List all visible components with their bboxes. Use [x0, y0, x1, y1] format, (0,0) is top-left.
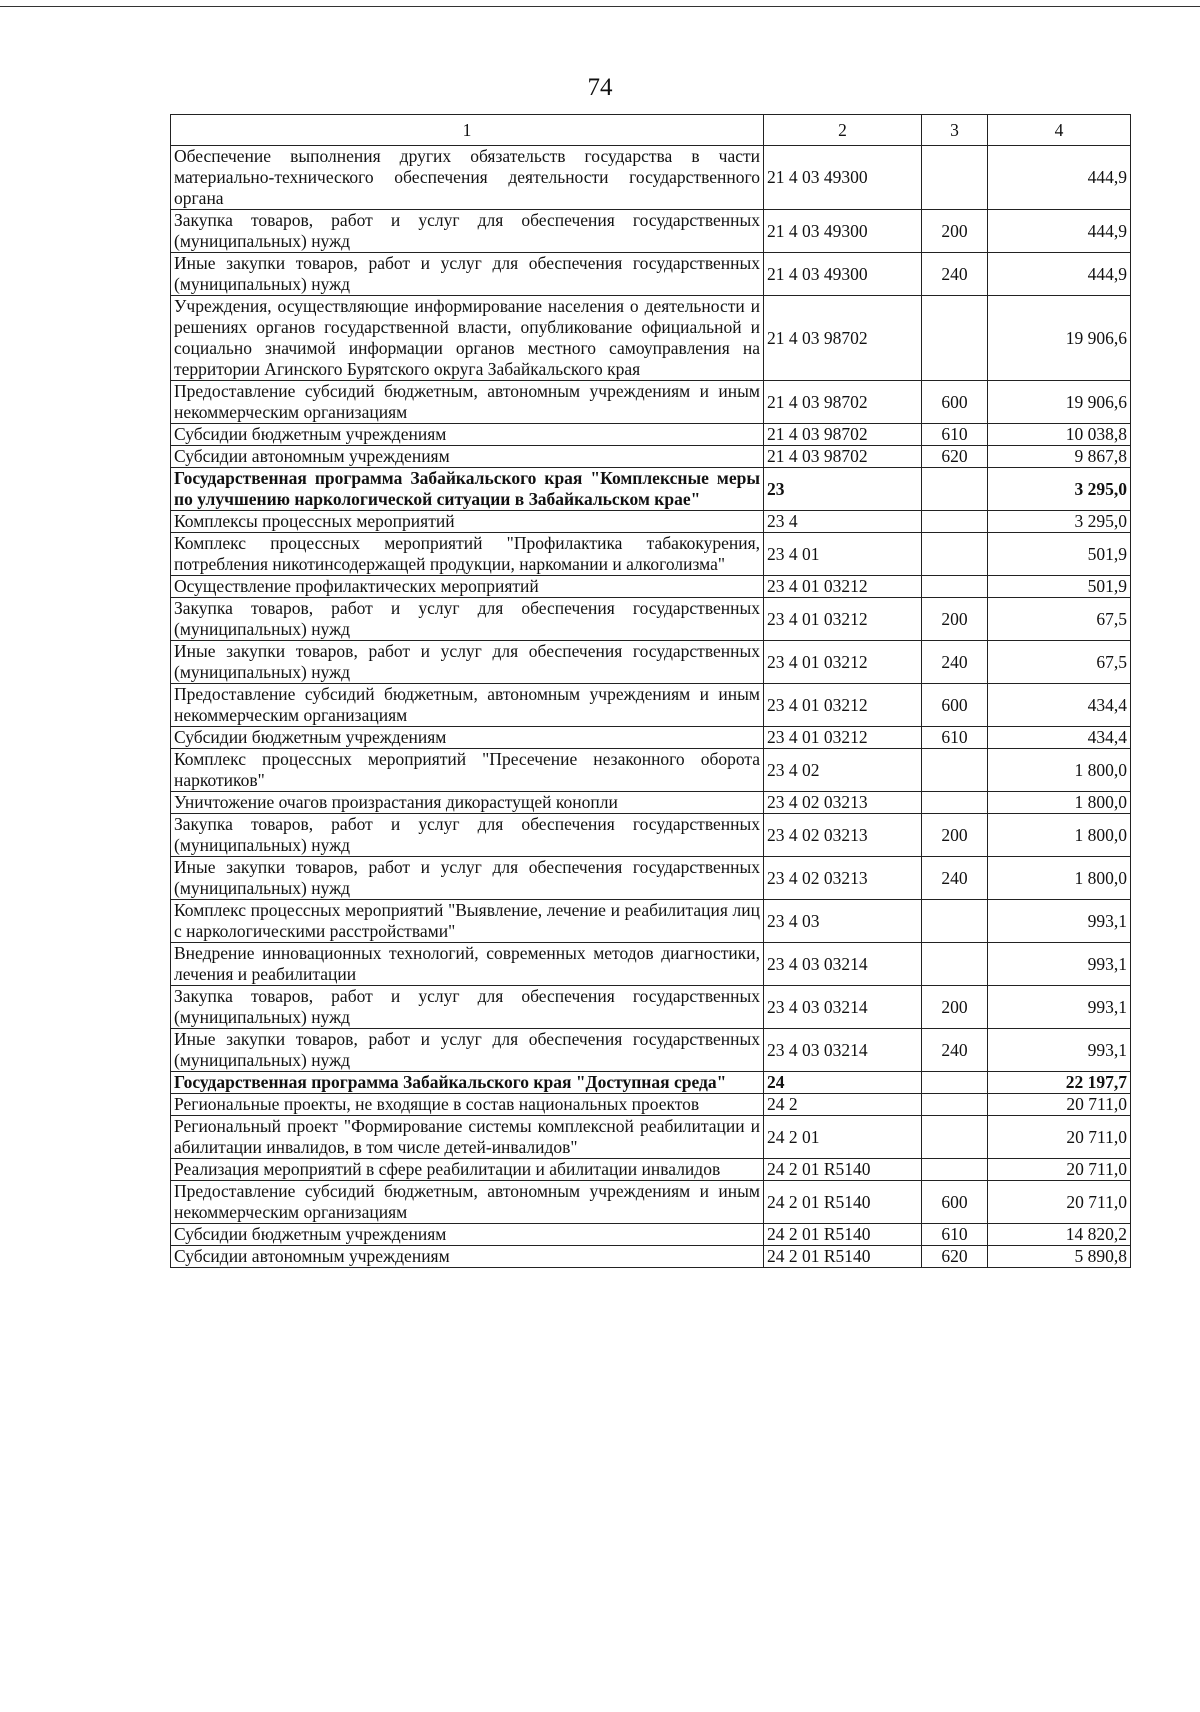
table-row: [171, 1094, 1131, 1116]
row-name-cell: Закупка товаров, работ и услуг для обеспечения государственных (муниципальных) нужд: [171, 814, 764, 857]
row-amount-cell: 444,9: [988, 253, 1131, 296]
row-name-cell: Предоставление субсидий бюджетным, автономным учреждениям и иным некоммерческим организациям: [171, 381, 764, 424]
row-name-cell: Внедрение инновационных технологий, современных методов диагностики, лечения и реабилитации: [171, 943, 764, 986]
row-name-cell: Иные закупки товаров, работ и услуг для обеспечения государственных (муниципальных) нужд: [171, 857, 764, 900]
table-row: [171, 1029, 1131, 1072]
row-name-cell: Реализация мероприятий в сфере реабилитации и абилитации инвалидов: [171, 1159, 764, 1181]
row-amount-cell: 993,1: [988, 986, 1131, 1029]
row-code-cell: 24 2 01 R5140: [764, 1181, 922, 1224]
top-border-line: [0, 6, 1200, 7]
row-expense-type-cell: [922, 900, 988, 943]
table-row: [171, 210, 1131, 253]
row-expense-type-cell: [922, 468, 988, 511]
row-name-cell: Учреждения, осуществляющие информирование населения о деятельности и решениях органов государственной власти, опубликование официальной и социально значимой информации органов местного самоуправления на территории Агинского Бурятского округа Забайкальского края: [171, 296, 764, 381]
row-name-cell: Субсидии автономным учреждениям: [171, 1246, 764, 1268]
row-expense-type-cell: [922, 1159, 988, 1181]
row-amount-cell: 20 711,0: [988, 1094, 1131, 1116]
table-row: [171, 598, 1131, 641]
row-name-cell: Комплекс процессных мероприятий "Пресечение незаконного оборота наркотиков": [171, 749, 764, 792]
row-name-cell: Субсидии бюджетным учреждениям: [171, 424, 764, 446]
table-row: [171, 1246, 1131, 1268]
row-expense-type-cell: 200: [922, 210, 988, 253]
table-row: [171, 1181, 1131, 1224]
row-code-cell: 21 4 03 49300: [764, 253, 922, 296]
row-expense-type-cell: 610: [922, 424, 988, 446]
row-code-cell: 24 2 01 R5140: [764, 1224, 922, 1246]
row-expense-type-cell: 610: [922, 727, 988, 749]
row-amount-cell: 5 890,8: [988, 1246, 1131, 1268]
row-amount-cell: 19 906,6: [988, 296, 1131, 381]
row-code-cell: 23 4 02 03213: [764, 814, 922, 857]
row-code-cell: 23 4 01 03212: [764, 684, 922, 727]
row-code-cell: 24 2 01: [764, 1116, 922, 1159]
row-expense-type-cell: 600: [922, 1181, 988, 1224]
row-code-cell: 23 4 03 03214: [764, 1029, 922, 1072]
row-expense-type-cell: [922, 1094, 988, 1116]
row-amount-cell: 20 711,0: [988, 1181, 1131, 1224]
column-header-expense-type: 3: [922, 115, 988, 146]
row-code-cell: 23 4 03 03214: [764, 943, 922, 986]
row-expense-type-cell: [922, 749, 988, 792]
row-expense-type-cell: [922, 576, 988, 598]
row-name-cell: Обеспечение выполнения других обязательств государства в части материально-технического обеспечения деятельности государственного органа: [171, 146, 764, 210]
table-row: [171, 727, 1131, 749]
row-amount-cell: 67,5: [988, 598, 1131, 641]
row-expense-type-cell: 240: [922, 253, 988, 296]
column-header-code: 2: [764, 115, 922, 146]
row-code-cell: 24 2 01 R5140: [764, 1246, 922, 1268]
table-row: [171, 792, 1131, 814]
table-row: [171, 641, 1131, 684]
row-expense-type-cell: 240: [922, 1029, 988, 1072]
table-body: [171, 146, 1131, 1268]
row-code-cell: 21 4 03 49300: [764, 210, 922, 253]
row-name-cell: Комплексы процессных мероприятий: [171, 511, 764, 533]
row-amount-cell: 993,1: [988, 900, 1131, 943]
row-name-cell: Осуществление профилактических мероприятий: [171, 576, 764, 598]
row-expense-type-cell: [922, 943, 988, 986]
row-amount-cell: 1 800,0: [988, 814, 1131, 857]
row-code-cell: 23 4 01: [764, 533, 922, 576]
row-code-cell: 21 4 03 98702: [764, 446, 922, 468]
row-code-cell: 23 4 03: [764, 900, 922, 943]
row-code-cell: 23 4 02: [764, 749, 922, 792]
row-name-cell: Государственная программа Забайкальского края "Доступная среда": [171, 1072, 764, 1094]
column-header-amount: 4: [988, 115, 1131, 146]
row-amount-cell: 10 038,8: [988, 424, 1131, 446]
row-name-cell: Государственная программа Забайкальского края "Комплексные меры по улучшению наркологической ситуации в Забайкальском крае": [171, 468, 764, 511]
row-amount-cell: 67,5: [988, 641, 1131, 684]
table-row: [171, 446, 1131, 468]
row-code-cell: 24 2 01 R5140: [764, 1159, 922, 1181]
row-amount-cell: 501,9: [988, 576, 1131, 598]
row-expense-type-cell: 200: [922, 814, 988, 857]
row-amount-cell: 434,4: [988, 727, 1131, 749]
row-name-cell: Субсидии бюджетным учреждениям: [171, 1224, 764, 1246]
row-expense-type-cell: 600: [922, 381, 988, 424]
row-code-cell: 23 4 01 03212: [764, 598, 922, 641]
row-amount-cell: 20 711,0: [988, 1159, 1131, 1181]
row-code-cell: 24: [764, 1072, 922, 1094]
table-row: [171, 1224, 1131, 1246]
row-amount-cell: 3 295,0: [988, 468, 1131, 511]
row-name-cell: Субсидии бюджетным учреждениям: [171, 727, 764, 749]
row-code-cell: 21 4 03 49300: [764, 146, 922, 210]
row-code-cell: 23 4 02 03213: [764, 792, 922, 814]
row-amount-cell: 9 867,8: [988, 446, 1131, 468]
row-amount-cell: 22 197,7: [988, 1072, 1131, 1094]
row-amount-cell: 434,4: [988, 684, 1131, 727]
row-expense-type-cell: [922, 792, 988, 814]
row-amount-cell: 444,9: [988, 146, 1131, 210]
row-expense-type-cell: [922, 533, 988, 576]
table-row: [171, 296, 1131, 381]
row-name-cell: Закупка товаров, работ и услуг для обеспечения государственных (муниципальных) нужд: [171, 986, 764, 1029]
table-row: [171, 424, 1131, 446]
row-code-cell: 23: [764, 468, 922, 511]
row-expense-type-cell: [922, 1116, 988, 1159]
row-code-cell: 21 4 03 98702: [764, 296, 922, 381]
table-row: [171, 684, 1131, 727]
row-expense-type-cell: 200: [922, 598, 988, 641]
table-row: [171, 1116, 1131, 1159]
table-row: [171, 253, 1131, 296]
row-code-cell: 23 4 01 03212: [764, 576, 922, 598]
row-amount-cell: 993,1: [988, 943, 1131, 986]
row-name-cell: Предоставление субсидий бюджетным, автономным учреждениям и иным некоммерческим организациям: [171, 684, 764, 727]
row-expense-type-cell: 600: [922, 684, 988, 727]
row-amount-cell: 3 295,0: [988, 511, 1131, 533]
column-header-name: 1: [171, 115, 764, 146]
row-expense-type-cell: 620: [922, 1246, 988, 1268]
row-code-cell: 21 4 03 98702: [764, 424, 922, 446]
row-expense-type-cell: 620: [922, 446, 988, 468]
table-row: [171, 749, 1131, 792]
row-name-cell: Иные закупки товаров, работ и услуг для обеспечения государственных (муниципальных) нужд: [171, 253, 764, 296]
row-name-cell: Иные закупки товаров, работ и услуг для обеспечения государственных (муниципальных) нужд: [171, 1029, 764, 1072]
row-expense-type-cell: 240: [922, 641, 988, 684]
row-name-cell: Комплекс процессных мероприятий "Профилактика табакокурения, потребления никотинсодержащей продукции, наркомании и алкоголизма": [171, 533, 764, 576]
table-row: [171, 814, 1131, 857]
table-row: [171, 1072, 1131, 1094]
table-row: [171, 468, 1131, 511]
table-row: [171, 943, 1131, 986]
row-name-cell: Комплекс процессных мероприятий "Выявление, лечение и реабилитация лиц с наркологическими расстройствами": [171, 900, 764, 943]
table-row: [171, 986, 1131, 1029]
row-amount-cell: 1 800,0: [988, 857, 1131, 900]
row-code-cell: 23 4 03 03214: [764, 986, 922, 1029]
table-row: [171, 511, 1131, 533]
row-amount-cell: 501,9: [988, 533, 1131, 576]
row-name-cell: Закупка товаров, работ и услуг для обеспечения государственных (муниципальных) нужд: [171, 598, 764, 641]
row-expense-type-cell: [922, 1072, 988, 1094]
row-expense-type-cell: 240: [922, 857, 988, 900]
row-amount-cell: 993,1: [988, 1029, 1131, 1072]
row-expense-type-cell: 610: [922, 1224, 988, 1246]
table-row: [171, 381, 1131, 424]
row-amount-cell: 14 820,2: [988, 1224, 1131, 1246]
table-row: [171, 857, 1131, 900]
budget-table: [170, 114, 1131, 1268]
row-expense-type-cell: [922, 296, 988, 381]
row-name-cell: Закупка товаров, работ и услуг для обеспечения государственных (муниципальных) нужд: [171, 210, 764, 253]
row-name-cell: Уничтожение очагов произрастания дикорастущей конопли: [171, 792, 764, 814]
row-amount-cell: 20 711,0: [988, 1116, 1131, 1159]
row-code-cell: 21 4 03 98702: [764, 381, 922, 424]
row-amount-cell: 444,9: [988, 210, 1131, 253]
row-code-cell: 24 2: [764, 1094, 922, 1116]
row-name-cell: Региональный проект "Формирование системы комплексной реабилитации и абилитации инвалидов, в том числе детей-инвалидов": [171, 1116, 764, 1159]
row-name-cell: Региональные проекты, не входящие в состав национальных проектов: [171, 1094, 764, 1116]
table-header-row: [171, 115, 1131, 146]
row-expense-type-cell: [922, 511, 988, 533]
row-amount-cell: 19 906,6: [988, 381, 1131, 424]
row-code-cell: 23 4 02 03213: [764, 857, 922, 900]
row-code-cell: 23 4 01 03212: [764, 727, 922, 749]
page-number: 74: [587, 74, 613, 101]
row-expense-type-cell: 200: [922, 986, 988, 1029]
row-expense-type-cell: [922, 146, 988, 210]
table-row: [171, 1159, 1131, 1181]
row-code-cell: 23 4: [764, 511, 922, 533]
table-row: [171, 146, 1131, 210]
table-row: [171, 533, 1131, 576]
row-name-cell: Предоставление субсидий бюджетным, автономным учреждениям и иным некоммерческим организациям: [171, 1181, 764, 1224]
row-amount-cell: 1 800,0: [988, 792, 1131, 814]
table-row: [171, 576, 1131, 598]
row-amount-cell: 1 800,0: [988, 749, 1131, 792]
row-name-cell: Иные закупки товаров, работ и услуг для обеспечения государственных (муниципальных) нужд: [171, 641, 764, 684]
row-code-cell: 23 4 01 03212: [764, 641, 922, 684]
row-name-cell: Субсидии автономным учреждениям: [171, 446, 764, 468]
table-row: [171, 900, 1131, 943]
